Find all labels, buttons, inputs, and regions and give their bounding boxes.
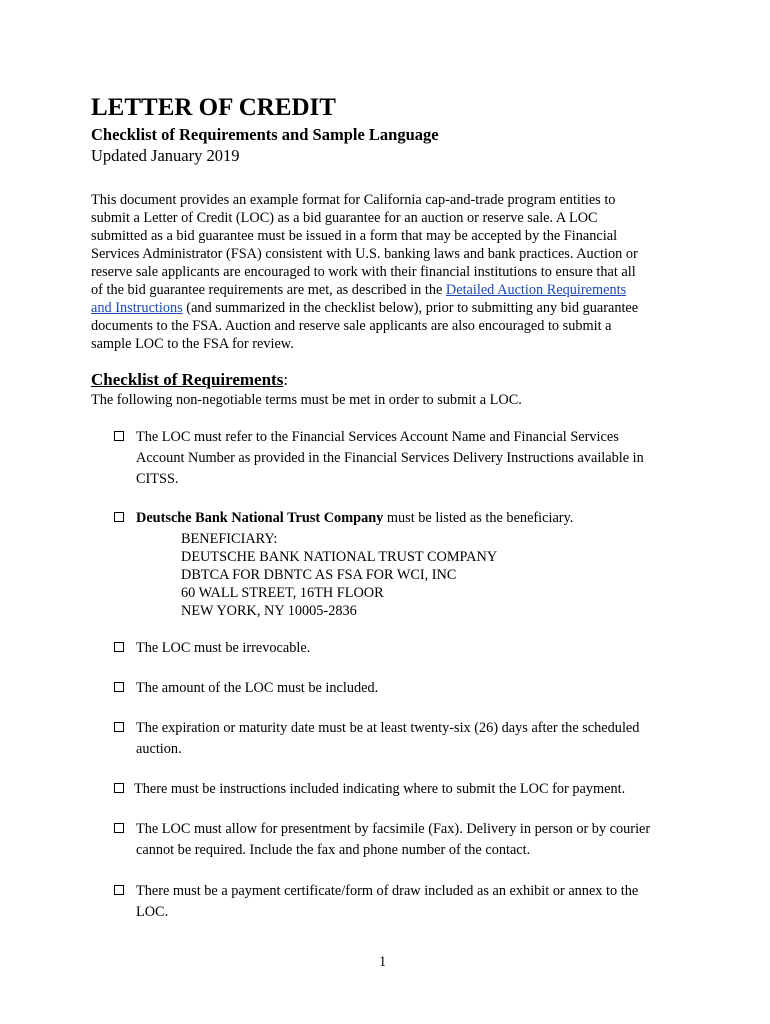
item-line: There must be instructions included indicating where to submit the LOC for payment.	[134, 781, 626, 797]
item-text	[136, 427, 694, 490]
checkbox-icon[interactable]	[114, 783, 124, 793]
intro-paragraph	[91, 191, 691, 353]
intro-line: submitted as a bid guarantee must be issued in a form that may be accepted by the Financial	[91, 228, 618, 244]
intro-line: submit a Letter of Credit (LOC) as a bid guarantee for an auction or reserve sale. A LOC	[91, 210, 598, 226]
item-text-rest: must be listed as the beneficiary.	[383, 510, 574, 526]
requirements-link-continued[interactable]: and Instructions	[91, 300, 183, 316]
item-line: The expiration or maturity date must be at least twenty-six (26) days after the scheduled	[136, 720, 640, 736]
checklist-item-beneficiary	[114, 508, 694, 529]
requirements-link[interactable]: Detailed Auction Requirements	[445, 282, 627, 298]
item-line: There must be a payment certificate/form of draw included as an exhibit or annex to the	[136, 883, 639, 899]
intro-line: Services Administrator (FSA) consistent with U.S. banking laws and bank practices. Auction or	[91, 246, 638, 262]
item-line: CITSS.	[136, 471, 179, 487]
checklist-item-fax	[114, 819, 694, 861]
item-line: auction.	[136, 741, 182, 757]
checklist-item-payment-instructions	[114, 779, 694, 800]
item-line: The LOC must refer to the Financial Services Account Name and Financial Services	[136, 429, 619, 445]
intro-line	[91, 299, 691, 317]
checkbox-icon[interactable]	[114, 885, 124, 895]
item-text	[134, 779, 694, 800]
item-line: Account Number as provided in the Financial Services Delivery Instructions available in	[136, 450, 644, 466]
intro-text: (and summarized in the checklist below), prior to submitting any bid guarantee	[182, 300, 639, 316]
intro-text: of the bid guarantee requirements are met, as described in the	[91, 282, 446, 298]
checkbox-icon[interactable]	[114, 682, 124, 692]
intro-line: reserve sale applicants are encouraged to work with their financial institutions to ensure that all	[91, 264, 636, 280]
item-line: The LOC must allow for presentment by facsimile (Fax). Delivery in person or by courier	[136, 821, 651, 837]
checkbox-icon[interactable]	[114, 512, 124, 522]
address-line: NEW YORK, NY 10005-2836	[181, 603, 357, 619]
checklist-item-account	[114, 427, 694, 490]
address-line: 60 WALL STREET, 16TH FLOOR	[181, 585, 384, 601]
item-text	[136, 508, 694, 529]
checklist-heading	[91, 370, 288, 390]
intro-line	[91, 281, 691, 299]
beneficiary-address	[181, 530, 497, 620]
item-text	[136, 881, 694, 923]
item-line	[136, 508, 694, 529]
item-text	[136, 819, 694, 861]
intro-line: sample LOC to the FSA for review.	[91, 336, 294, 352]
intro-line: documents to the FSA. Auction and reserve sale applicants are also encouraged to submit a	[91, 318, 612, 334]
checklist-item-payment-certificate	[114, 881, 694, 923]
item-text	[136, 638, 694, 659]
document-title: LETTER OF CREDIT	[91, 94, 336, 121]
checklist-item-expiration	[114, 718, 694, 760]
document-subtitle: Checklist of Requirements and Sample Language	[91, 125, 439, 144]
checklist-subheading: The following non-negotiable terms must be met in order to submit a LOC.	[91, 392, 522, 408]
beneficiary-name: Deutsche Bank National Trust Company	[136, 510, 384, 526]
checkbox-icon[interactable]	[114, 722, 124, 732]
item-line: The LOC must be irrevocable.	[136, 640, 311, 656]
checkbox-icon[interactable]	[114, 642, 124, 652]
checklist-item-amount	[114, 678, 694, 699]
checklist-item-irrevocable	[114, 638, 694, 659]
item-line: cannot be required. Include the fax and phone number of the contact.	[136, 842, 531, 858]
address-line: BENEFICIARY:	[181, 531, 278, 547]
checklist-heading-text: Checklist of Requirements	[91, 370, 284, 389]
updated-date: Updated January 2019	[91, 146, 240, 165]
page-number: 1	[379, 954, 387, 970]
checklist-heading-colon: :	[283, 370, 289, 389]
intro-line: This document provides an example format for California cap-and-trade program entities to	[91, 192, 616, 208]
address-line: DEUTSCHE BANK NATIONAL TRUST COMPANY	[181, 549, 498, 565]
address-line: DBTCA FOR DBNTC AS FSA FOR WCI, INC	[181, 567, 457, 583]
item-line: The amount of the LOC must be included.	[136, 680, 379, 696]
checkbox-icon[interactable]	[114, 431, 124, 441]
item-line: LOC.	[136, 904, 169, 920]
item-text	[136, 718, 694, 760]
item-text	[136, 678, 694, 699]
checkbox-icon[interactable]	[114, 823, 124, 833]
